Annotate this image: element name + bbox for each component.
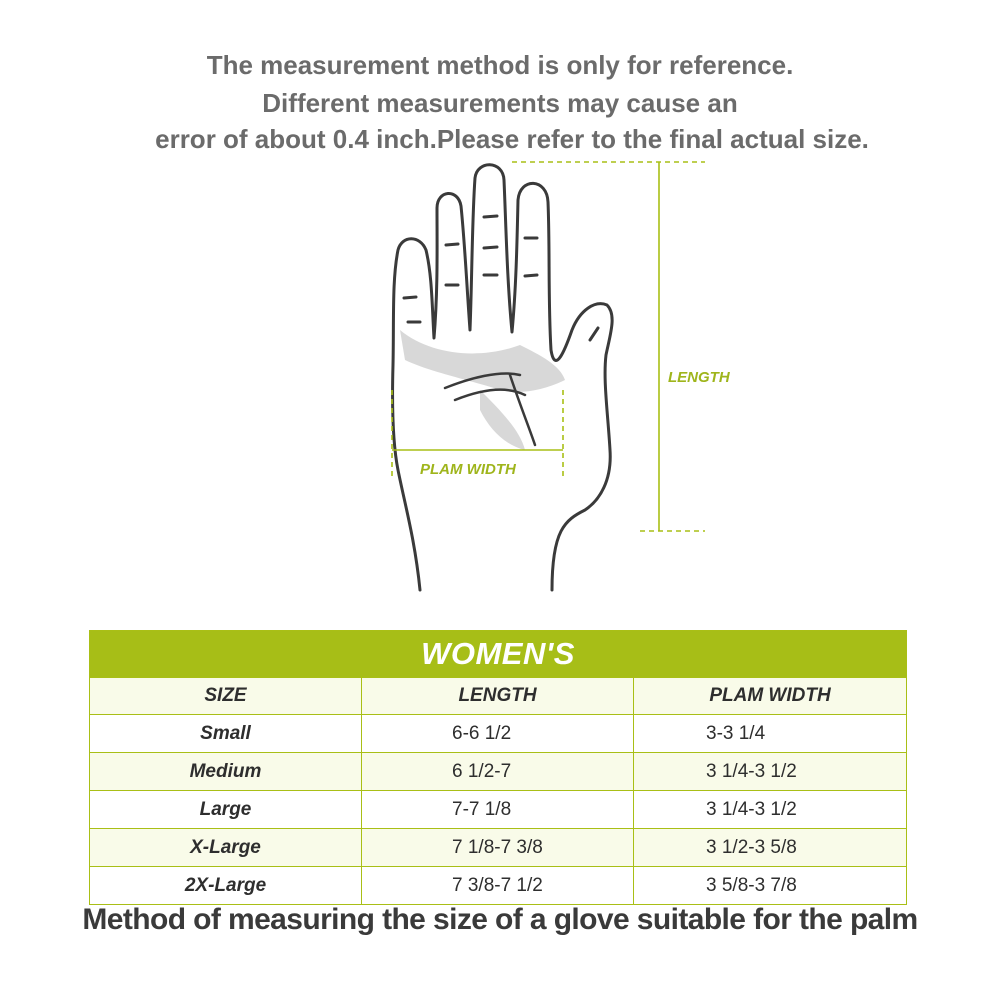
table-row xyxy=(90,791,907,829)
width-cell: 3 1/4-3 1/2 xyxy=(634,753,907,791)
table-title-row xyxy=(90,631,907,678)
hand-illustration xyxy=(0,150,1000,600)
length-cell: 6-6 1/2 xyxy=(362,715,634,753)
table-title: WOMEN'S xyxy=(90,631,907,678)
size-cell: Medium xyxy=(90,753,362,791)
width-cell: 3 1/4-3 1/2 xyxy=(634,791,907,829)
table-row xyxy=(90,753,907,791)
footer-caption: Method of measuring the size of a glove suitable for the palm xyxy=(82,903,918,936)
size-chart-table xyxy=(89,630,907,905)
length-cell: 7 3/8-7 1/2 xyxy=(362,867,634,905)
size-cell: X-Large xyxy=(90,829,362,867)
width-cell: 3 1/2-3 5/8 xyxy=(634,829,907,867)
notice-line-2: Different measurements may cause an xyxy=(262,88,738,118)
size-cell: Large xyxy=(90,791,362,829)
palm-shading xyxy=(400,330,565,450)
size-cell: 2X-Large xyxy=(90,867,362,905)
notice-line-1: The measurement method is only for reference. xyxy=(206,50,794,80)
width-cell: 3-3 1/4 xyxy=(634,715,907,753)
table-row xyxy=(90,867,907,905)
column-header-palm-width: PLAM WIDTH xyxy=(634,678,907,715)
length-cell: 7-7 1/8 xyxy=(362,791,634,829)
table-row xyxy=(90,829,907,867)
table-header-row xyxy=(90,678,907,715)
table-row xyxy=(90,715,907,753)
palm-width-label: PLAM WIDTH xyxy=(420,461,516,478)
length-cell: 7 1/8-7 3/8 xyxy=(362,829,634,867)
size-cell: Small xyxy=(90,715,362,753)
width-cell: 3 5/8-3 7/8 xyxy=(634,867,907,905)
column-header-length: LENGTH xyxy=(362,678,634,715)
length-cell: 6 1/2-7 xyxy=(362,753,634,791)
notice-line-3: error of about 0.4 inch.Please refer to the final actual size. xyxy=(155,124,869,154)
length-label: LENGTH xyxy=(668,369,730,386)
column-header-size: SIZE xyxy=(90,678,362,715)
